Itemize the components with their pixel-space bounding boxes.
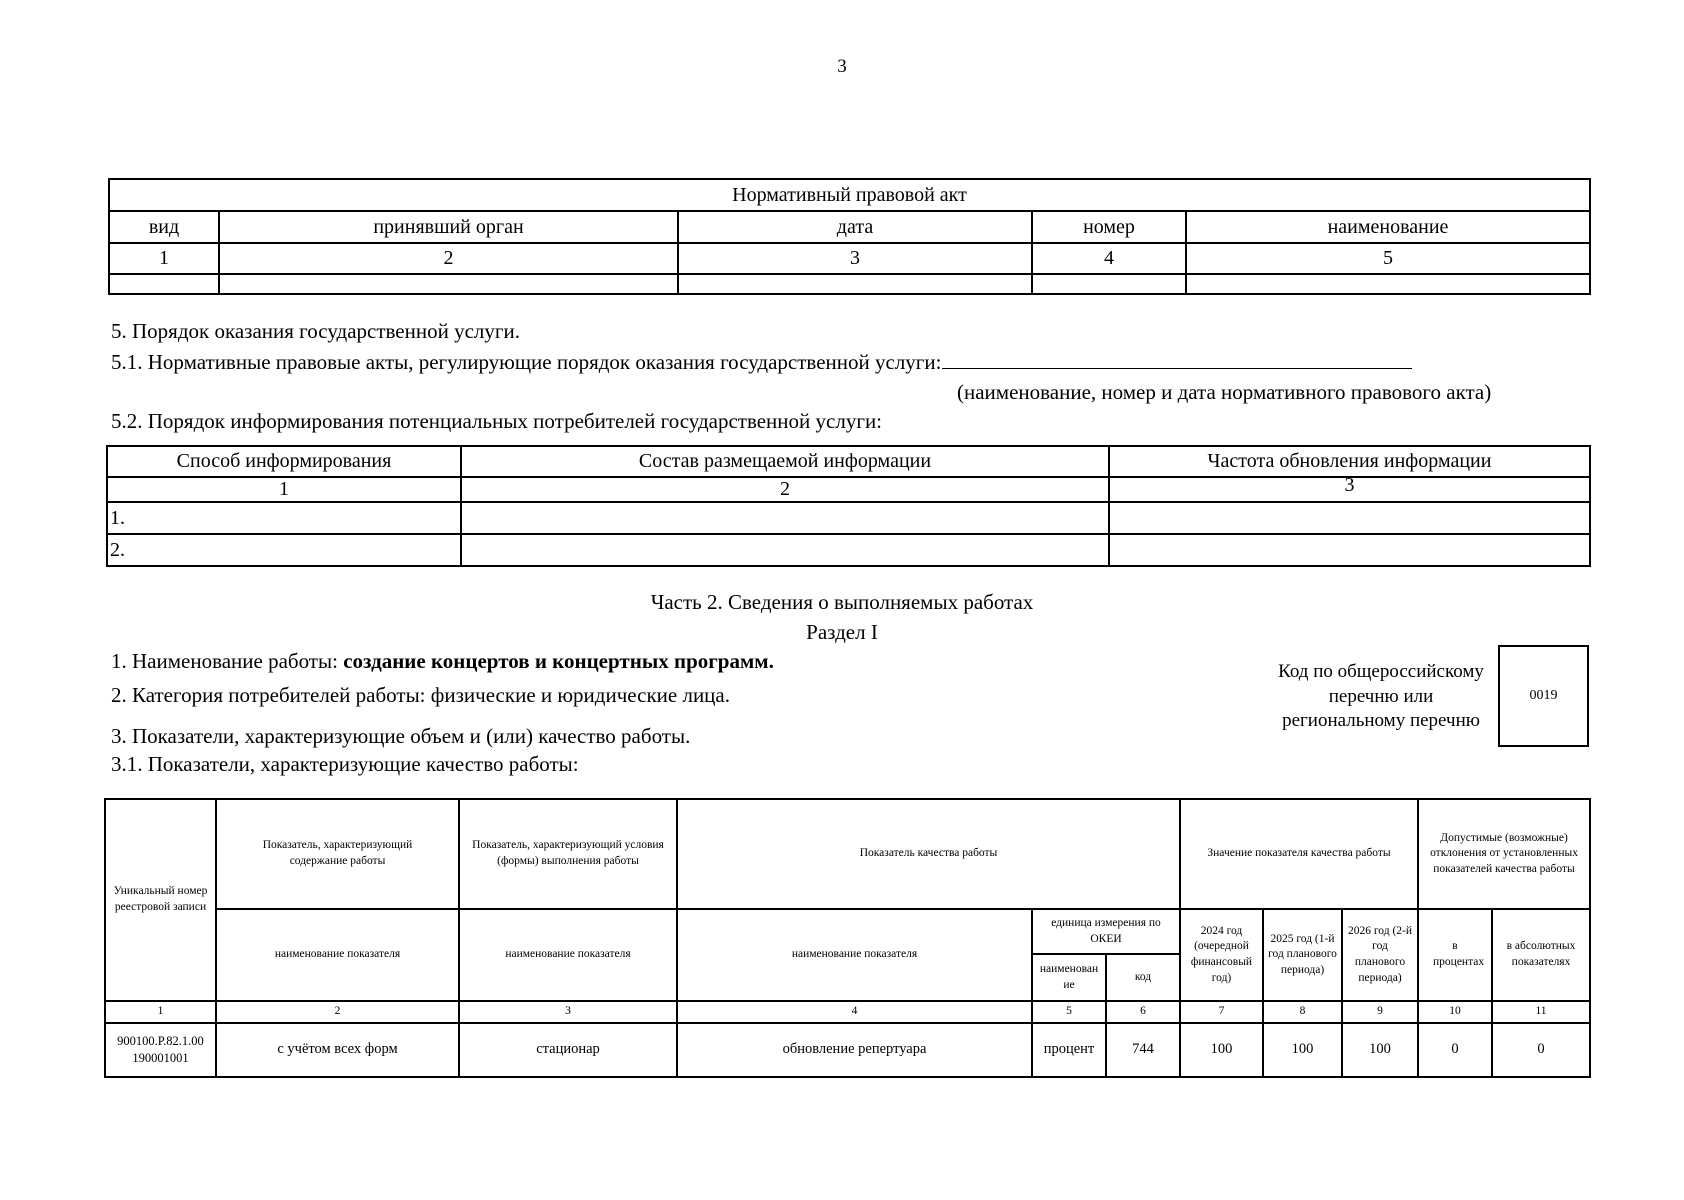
npa-empty-cell	[678, 274, 1032, 294]
qt-col-number: 6	[1106, 1001, 1180, 1023]
qt-header-content-name: наименование показателя	[216, 909, 459, 1001]
npa-col-number: 1	[109, 243, 219, 274]
qt-header-2024: 2024 год (очередной финансовый год)	[1180, 909, 1263, 1001]
qt-header-quality-name: наименование показателя	[677, 909, 1032, 1001]
code-value: 0019	[1529, 688, 1558, 703]
info-header-frequency: Частота обновления информации	[1109, 446, 1590, 477]
npa-header-name: наименование	[1186, 211, 1590, 243]
code-label-line: региональному перечню	[1282, 710, 1480, 732]
qt-header-unique: Уникальный номер реестровой записи	[105, 799, 216, 1001]
qt-cell-content: с учётом всех форм	[216, 1023, 459, 1077]
qt-cell-2025: 100	[1263, 1023, 1342, 1077]
npa-header-date: дата	[678, 211, 1032, 243]
npa-table-title: Нормативный правовой акт	[109, 179, 1590, 211]
info-header-content: Состав размещаемой информации	[461, 446, 1109, 477]
npa-header-type: вид	[109, 211, 219, 243]
qt-header-2025: 2025 год (1-й год планового периода)	[1263, 909, 1342, 1001]
code-label-line: Код по общероссийскому	[1278, 661, 1484, 682]
part2-section: Раздел I	[806, 620, 878, 644]
qt-header-absolute: в абсолютных показателях	[1492, 909, 1590, 1001]
qt-cell-dev-percent: 0	[1418, 1023, 1492, 1077]
info-empty-cell	[461, 502, 1109, 534]
npa-header-authority: принявший орган	[219, 211, 678, 243]
info-empty-cell	[1109, 534, 1590, 566]
info-row-label: 1.	[107, 502, 461, 534]
qt-col-number: 4	[677, 1001, 1032, 1023]
part2-item1	[111, 649, 774, 674]
section5-1-line	[111, 350, 1412, 375]
qt-cell-2024: 100	[1180, 1023, 1263, 1077]
qt-header-unit: единица измерения по ОКЕИ	[1032, 909, 1180, 954]
section5-1-text: 5.1. Нормативные правовые акты, регулирующие порядок оказания государственной услуги:	[111, 350, 942, 374]
part2-title: Часть 2. Сведения о выполняемых работах	[650, 590, 1034, 614]
qt-col-number: 11	[1492, 1001, 1590, 1023]
info-col-number: 1	[107, 477, 461, 502]
quality-table	[104, 798, 1591, 1078]
npa-col-number: 4	[1032, 243, 1186, 274]
code-label-line: перечню или	[1328, 685, 1434, 707]
qt-col-number: 1	[105, 1001, 216, 1023]
npa-col-number: 3	[678, 243, 1032, 274]
section5-2-line: 5.2. Порядок информирования потенциальных потребителей государственной услуги:	[111, 409, 883, 433]
part2-item3: 3. Показатели, характеризующие объем и (или) качество работы.	[111, 724, 691, 748]
info-table	[106, 445, 1591, 567]
qt-header-unit-code: код	[1106, 954, 1180, 1001]
qt-cell-registry-id	[105, 1023, 216, 1077]
qt-cell-unit-name: процент	[1032, 1023, 1106, 1077]
code-box	[1498, 645, 1589, 747]
npa-table	[108, 178, 1591, 295]
part2-item1-value: создание концертов и концертных программ.	[343, 649, 774, 673]
qt-header-2026: 2026 год (2-й год планового периода)	[1342, 909, 1418, 1001]
qt-header-deviation: Допустимые (возможные) отклонения от установленных показателей качества работы	[1418, 799, 1590, 909]
npa-col-number: 2	[219, 243, 678, 274]
qt-header-percent: в процентах	[1418, 909, 1492, 1001]
qt-header-content: Показатель, характеризующий содержание работы	[216, 799, 459, 909]
qt-header-value: Значение показателя качества работы	[1180, 799, 1418, 909]
qt-header-conditions-name: наименование показателя	[459, 909, 677, 1001]
qt-col-number: 5	[1032, 1001, 1106, 1023]
npa-col-number: 5	[1186, 243, 1590, 274]
qt-cell-2026: 100	[1342, 1023, 1418, 1077]
npa-empty-cell	[1186, 274, 1590, 294]
fill-in-blank	[942, 350, 1412, 369]
qt-registry-id-line: 900100.Р.82.1.00	[117, 1033, 204, 1048]
page-number: 3	[837, 56, 847, 77]
qt-cell-dev-absolute: 0	[1492, 1023, 1590, 1077]
part2-item1-label: 1. Наименование работы:	[111, 649, 344, 673]
info-empty-cell	[461, 534, 1109, 566]
info-row-label: 2.	[107, 534, 461, 566]
qt-col-number: 3	[459, 1001, 677, 1023]
part2-item3-1: 3.1. Показатели, характеризующие качество работы:	[111, 752, 579, 776]
code-label	[1266, 660, 1496, 734]
qt-header-quality: Показатель качества работы	[677, 799, 1180, 909]
qt-col-number: 9	[1342, 1001, 1418, 1023]
npa-empty-cell	[1032, 274, 1186, 294]
qt-col-number: 10	[1418, 1001, 1492, 1023]
qt-cell-conditions: стационар	[459, 1023, 677, 1077]
qt-col-number: 2	[216, 1001, 459, 1023]
info-col-number: 2	[461, 477, 1109, 502]
npa-empty-cell	[219, 274, 678, 294]
qt-col-number: 8	[1263, 1001, 1342, 1023]
section5-heading: 5. Порядок оказания государственной услуги.	[111, 319, 520, 343]
qt-header-conditions: Показатель, характеризующий условия (формы) выполнения работы	[459, 799, 677, 909]
qt-cell-unit-code: 744	[1106, 1023, 1180, 1077]
qt-col-number: 7	[1180, 1001, 1263, 1023]
part2-item2: 2. Категория потребителей работы: физические и юридические лица.	[111, 683, 730, 707]
npa-empty-cell	[109, 274, 219, 294]
table-row	[105, 1023, 1590, 1077]
info-empty-cell	[1109, 502, 1590, 534]
info-header-method: Способ информирования	[107, 446, 461, 477]
npa-header-number: номер	[1032, 211, 1186, 243]
qt-cell-quality-name: обновление репертуара	[677, 1023, 1032, 1077]
qt-header-unit-name: наименован ие	[1032, 954, 1106, 1001]
section5-1-note: (наименование, номер и дата нормативного правового акта)	[957, 380, 1492, 404]
info-col-number: 3	[1109, 477, 1590, 502]
qt-registry-id-line: 190001001	[132, 1051, 189, 1065]
